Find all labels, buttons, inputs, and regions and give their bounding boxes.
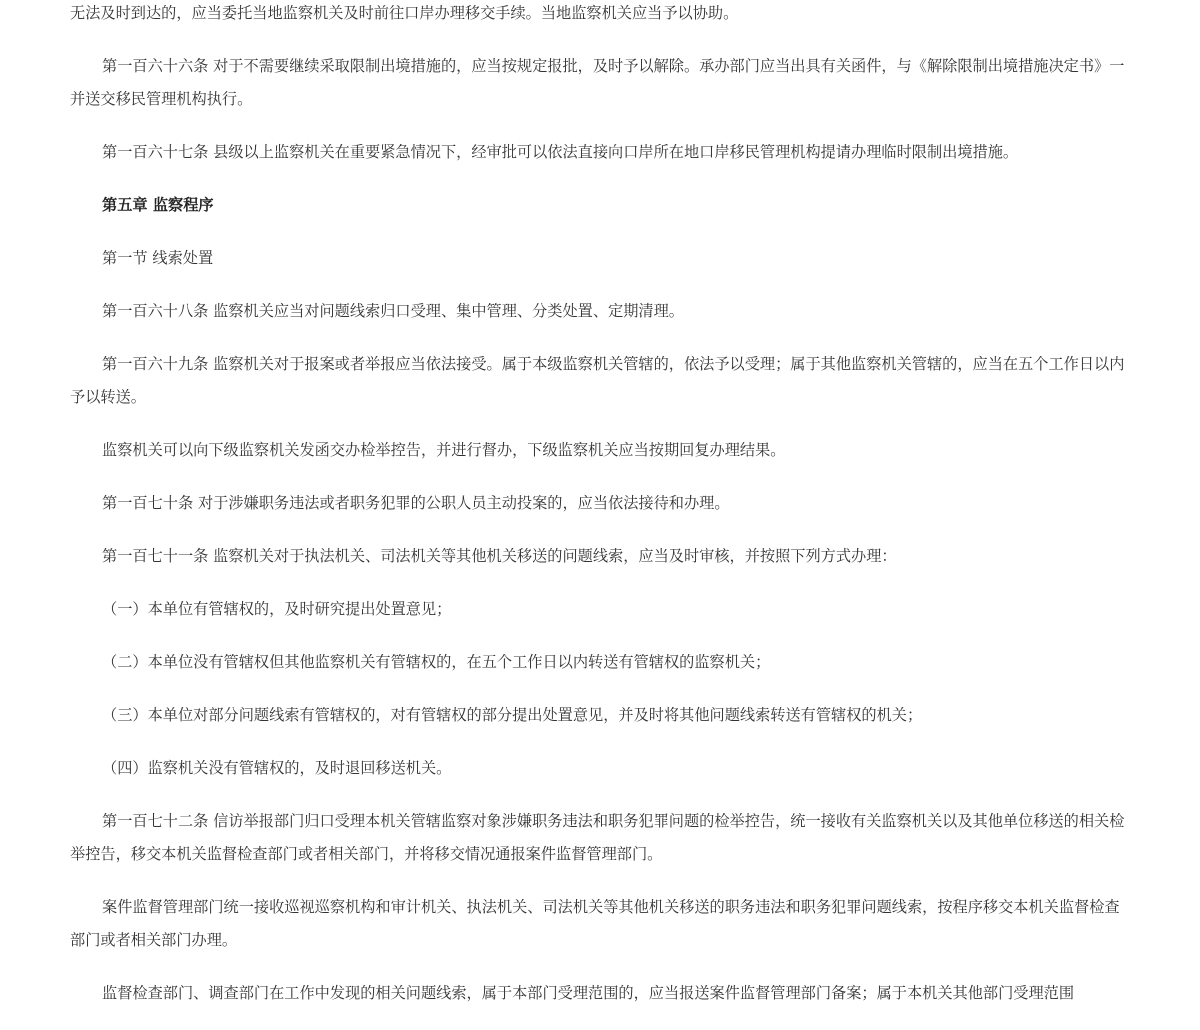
article-172: 第一百七十二条 信访举报部门归口受理本机关管辖监察对象涉嫌职务违法和职务犯罪问题的检举控告，统一接收有关监察机关以及其他单位移送的相关检举控告，移交本机关监督检查部门或者相关部门，并将移交情况通报案件监督管理部门。 (70, 812, 1125, 863)
article-166: 第一百六十六条 对于不需要继续采取限制出境措施的，应当按规定报批，及时予以解除。承办部门应当出具有关函件，与《解除限制出境措施决定书》一并送交移民管理机构执行。 (70, 57, 1125, 108)
paragraph-continuation: 无法及时到达的，应当委托当地监察机关及时前往口岸办理移交手续。当地监察机关应当予以协助。 (70, 4, 739, 22)
article-169-clause-2: 监察机关可以向下级监察机关发函交办检举控告，并进行督办，下级监察机关应当按期回复办理结果。 (102, 441, 786, 459)
article-169: 第一百六十九条 监察机关对于报案或者举报应当依法接受。属于本级监察机关管辖的，依法予以受理；属于其他监察机关管辖的，应当在五个工作日以内予以转送。 (70, 355, 1125, 406)
chapter-heading: 第五章 监察程序 (102, 196, 214, 214)
list-item-1: （一）本单位有管辖权的，及时研究提出处置意见； (102, 600, 452, 618)
list-item-4: （四）监察机关没有管辖权的，及时退回移送机关。 (102, 759, 452, 777)
list-item-2: （二）本单位没有管辖权但其他监察机关有管辖权的，在五个工作日以内转送有管辖权的监察机关； (102, 653, 771, 671)
article-172-clause-3: 监督检查部门、调查部门在工作中发现的相关问题线索，属于本部门受理范围的，应当报送案件监督管理部门备案；属于本机关其他部门受理范围 (102, 984, 1074, 1002)
article-172-clause-2: 案件监督管理部门统一接收巡视巡察机构和审计机关、执法机关、司法机关等其他机关移送的职务违法和职务犯罪问题线索，按程序移交本机关监督检查部门或者相关部门办理。 (70, 898, 1120, 949)
article-170: 第一百七十条 对于涉嫌职务违法或者职务犯罪的公职人员主动投案的，应当依法接待和办理。 (102, 494, 730, 512)
article-167: 第一百六十七条 县级以上监察机关在重要紧急情况下，经审批可以依法直接向口岸所在地口岸移民管理机构提请办理临时限制出境措施。 (102, 143, 1019, 161)
document-body (70, 0, 1132, 1030)
list-item-3: （三）本单位对部分问题线索有管辖权的，对有管辖权的部分提出处置意见，并及时将其他问题线索转送有管辖权的机关； (102, 706, 923, 724)
section-heading: 第一节 线索处置 (102, 249, 214, 267)
article-168: 第一百六十八条 监察机关应当对问题线索归口受理、集中管理、分类处置、定期清理。 (102, 302, 684, 320)
article-171: 第一百七十一条 监察机关对于执法机关、司法机关等其他机关移送的问题线索，应当及时审核，并按照下列方式办理： (102, 547, 897, 565)
